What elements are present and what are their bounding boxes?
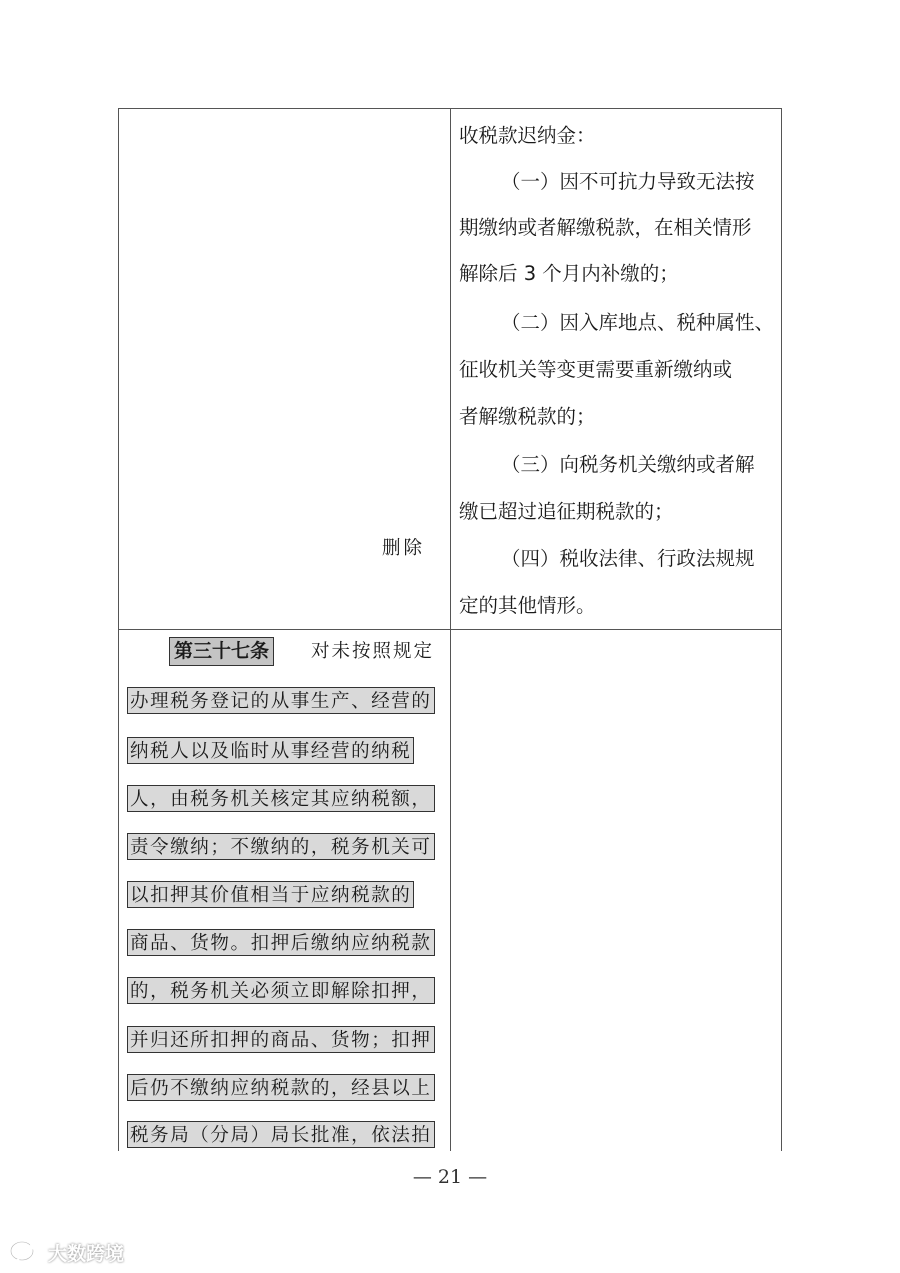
page-number: — 21 —	[412, 1166, 488, 1188]
article-line: 责令缴纳；不缴纳的，税务机关可	[127, 833, 435, 860]
article-line: 办理税务登记的从事生产、经营的	[127, 687, 435, 714]
revised-line: 者解缴税款的；	[459, 405, 596, 428]
article-line: 以扣押其价值相当于应纳税款的	[127, 881, 414, 908]
article-line: 纳税人以及临时从事经营的纳税	[127, 737, 414, 764]
article-line: 的，税务机关必须立即解除扣押，	[127, 977, 435, 1004]
article-line: 商品、货物。扣押后缴纳应纳税款	[127, 929, 435, 956]
article-heading: 第三十七条	[169, 637, 274, 666]
revised-line: 收税款迟纳金：	[459, 124, 596, 147]
comparison-table	[118, 108, 782, 1151]
revised-line: 期缴纳或者解缴税款，在相关情形	[459, 216, 752, 239]
article-line: 并归还所扣押的商品、货物；扣押	[127, 1026, 435, 1053]
watermark-text: 大数跨境	[48, 1242, 125, 1265]
bubble-logo-icon	[8, 1238, 42, 1266]
revised-line: 定的其他情形。	[459, 594, 596, 617]
revised-line: 缴已超过追征期税款的；	[459, 500, 674, 523]
revised-line: 解除后 3 个月内补缴的；	[459, 262, 679, 285]
article-line: 后仍不缴纳应纳税款的，经县以上	[127, 1074, 435, 1101]
row-divider	[119, 629, 781, 630]
column-divider	[450, 109, 451, 1151]
deleted-label: 删除	[382, 538, 426, 559]
article-line: 税务局（分局）局长批准，依法拍	[127, 1121, 435, 1148]
article-line: 人，由税务机关核定其应纳税额，	[127, 785, 435, 812]
revised-line: （一）因不可抗力导致无法按	[501, 170, 755, 193]
revised-line: （三）向税务机关缴纳或者解	[501, 453, 755, 476]
article-first-line: 对未按照规定	[311, 641, 435, 662]
watermark	[8, 1236, 124, 1268]
revised-line: 征收机关等变更需要重新缴纳或	[459, 358, 733, 381]
revised-line: （二）因入库地点、税种属性、	[501, 311, 775, 334]
revised-line: （四）税收法律、行政法规规	[501, 547, 755, 570]
